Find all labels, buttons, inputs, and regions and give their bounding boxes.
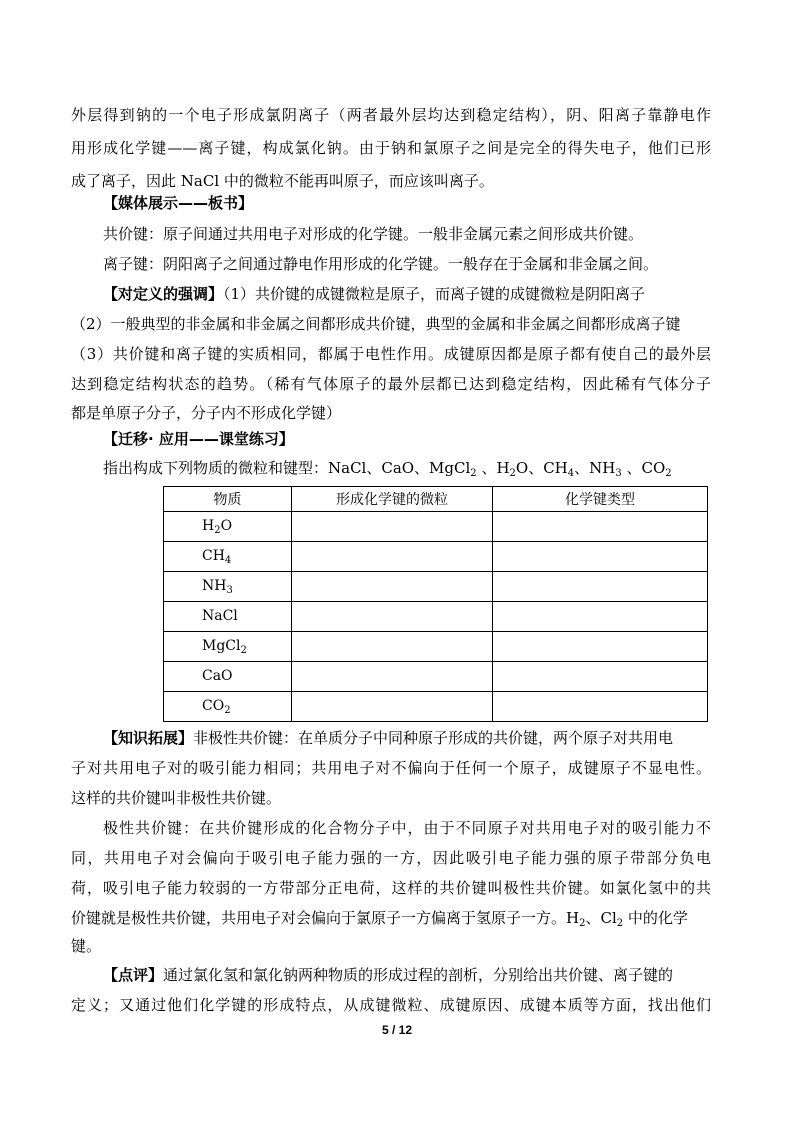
table-row <box>164 662 708 692</box>
definition-ionic: 离子键：阴阳离子之间通过静电作用形成的化学键。一般存在于金属和非金属之间。 <box>103 255 659 273</box>
substance-cell: $CO_2$ <box>164 692 292 722</box>
text-line: 价键就是极性共价键，共用电子对会偏向于氯原子一方偏离于氢原子一方。$H_2$、$Cl_2$ 中的化学 <box>71 909 688 929</box>
substance-cell: $CH_4$ <box>164 542 292 572</box>
text-line: 极性共价键：在共价键形成的化合物分子中，由于不同原子对共用电子对的吸引能力不 <box>103 819 711 837</box>
bond-type-cell[interactable] <box>493 572 708 602</box>
text-line: 外层得到钠的一个电子形成氯阴离子（两者最外层均达到稳定结构），阴、阳离子靠静电作 <box>71 106 711 124</box>
section-heading-media: 【媒体展示——板书】 <box>103 194 254 212</box>
particle-cell[interactable] <box>292 662 493 692</box>
particle-cell[interactable] <box>292 692 493 722</box>
text-line: 达到稳定结构状态的趋势。（稀有气体原子的最外层都已达到稳定结构，因此稀有气体分子 <box>71 375 711 393</box>
text-line: 荷，吸引电子能力较弱的一方带部分正电荷，这样的共价键叫极性共价键。如氯化氢中的共 <box>71 879 711 897</box>
table-row <box>164 632 708 662</box>
bond-type-cell[interactable] <box>493 632 708 662</box>
definition-covalent: 共价键：原子间通过共用电子对形成的化学键。一般非金属元素之间形成共价键。 <box>103 225 644 243</box>
text-line: 成了离子，因此 NaCl 中的微粒不能再叫原子，而应该叫离子。 <box>71 172 494 190</box>
substance-cell: MgCl$_2$ <box>164 632 292 662</box>
table-header: 物质 <box>164 487 292 512</box>
bond-type-cell[interactable] <box>493 662 708 692</box>
particle-cell[interactable] <box>292 572 493 602</box>
comment-line-1: 【点评】通过氯化氢和氯化钠两种物质的形成过程的剖析，分别给出共价键、离子键的 <box>103 966 674 984</box>
particle-cell[interactable] <box>292 542 493 572</box>
text-line: 这样的共价键叫非极性共价键。 <box>71 789 282 807</box>
text-line: 都是单原子分子，分子内不形成化学键） <box>71 404 342 422</box>
particle-cell[interactable] <box>292 512 493 542</box>
section-heading-comment: 【点评】 <box>103 966 164 984</box>
extension-line-1: 【知识拓展】非极性共价键：在单质分子中同种原子形成的共价键，两个原子对共用电 <box>103 729 674 747</box>
bond-type-cell[interactable] <box>493 512 708 542</box>
text-line: 同，共用电子对会偏向于吸引电子能力强的一方，因此吸引电子能力强的原子带部分负电 <box>71 849 711 867</box>
particle-cell[interactable] <box>292 602 493 632</box>
table-header: 形成化学键的微粒 <box>292 487 493 512</box>
emphasis-item-2: （2）一般典型的非金属和非金属之间都形成共价键，典型的金属和非金属之间都形成离子键 <box>71 315 681 333</box>
particle-cell[interactable] <box>292 632 493 662</box>
text-line: 定义；又通过他们化学键的形成特点，从成键微粒、成键原因、成键本质等方面，找出他们 <box>71 996 711 1014</box>
substance-cell: NaCl <box>164 602 292 632</box>
emphasis-item-3: （3）共价键和离子键的实质相同，都属于电性作用。成键原因都是原子都有使自己的最外层 <box>71 345 711 363</box>
substance-cell: $H_2O$ <box>164 512 292 542</box>
exercise-table <box>163 486 708 722</box>
section-heading-extension: 【知识拓展】 <box>103 729 194 747</box>
table-row <box>164 512 708 542</box>
table-row <box>164 692 708 722</box>
table-row <box>164 602 708 632</box>
text-line: 子对共用电子对的吸引能力相同；共用电子对不偏向于任何一个原子，成键原子不显电性。 <box>71 759 711 777</box>
table-row <box>164 572 708 602</box>
bond-type-cell[interactable] <box>493 692 708 722</box>
emphasis-item-1: （1）共价键的成键微粒是原子，而离子键的成键微粒是阴阳离子 <box>223 285 646 303</box>
table-row <box>164 542 708 572</box>
substance-cell: CaO <box>164 662 292 692</box>
emphasis-line-1 <box>103 284 645 304</box>
table-header: 化学键类型 <box>493 487 708 512</box>
text-line: 用形成化学键——离子键，构成氯化钠。由于钠和氯原子之间是完全的得失电子，他们已形 <box>71 139 711 157</box>
page-number: 5 / 12 <box>381 1023 413 1037</box>
table-header-row <box>164 487 708 512</box>
section-heading-emphasis: 【对定义的强调】 <box>103 285 224 303</box>
text-line: 键。 <box>71 937 102 955</box>
bond-type-cell[interactable] <box>493 602 708 632</box>
bond-type-cell[interactable] <box>493 542 708 572</box>
section-heading-practice: 【迁移· 应用——课堂练习】 <box>103 430 294 448</box>
substance-cell: $NH_3$ <box>164 572 292 602</box>
practice-prompt: 指出构成下列物质的微粒和键型：NaCl、CaO、MgCl$_2$ 、$H_2O$、$CH_4$、$NH_3$ 、$CO_2$ <box>103 459 672 479</box>
